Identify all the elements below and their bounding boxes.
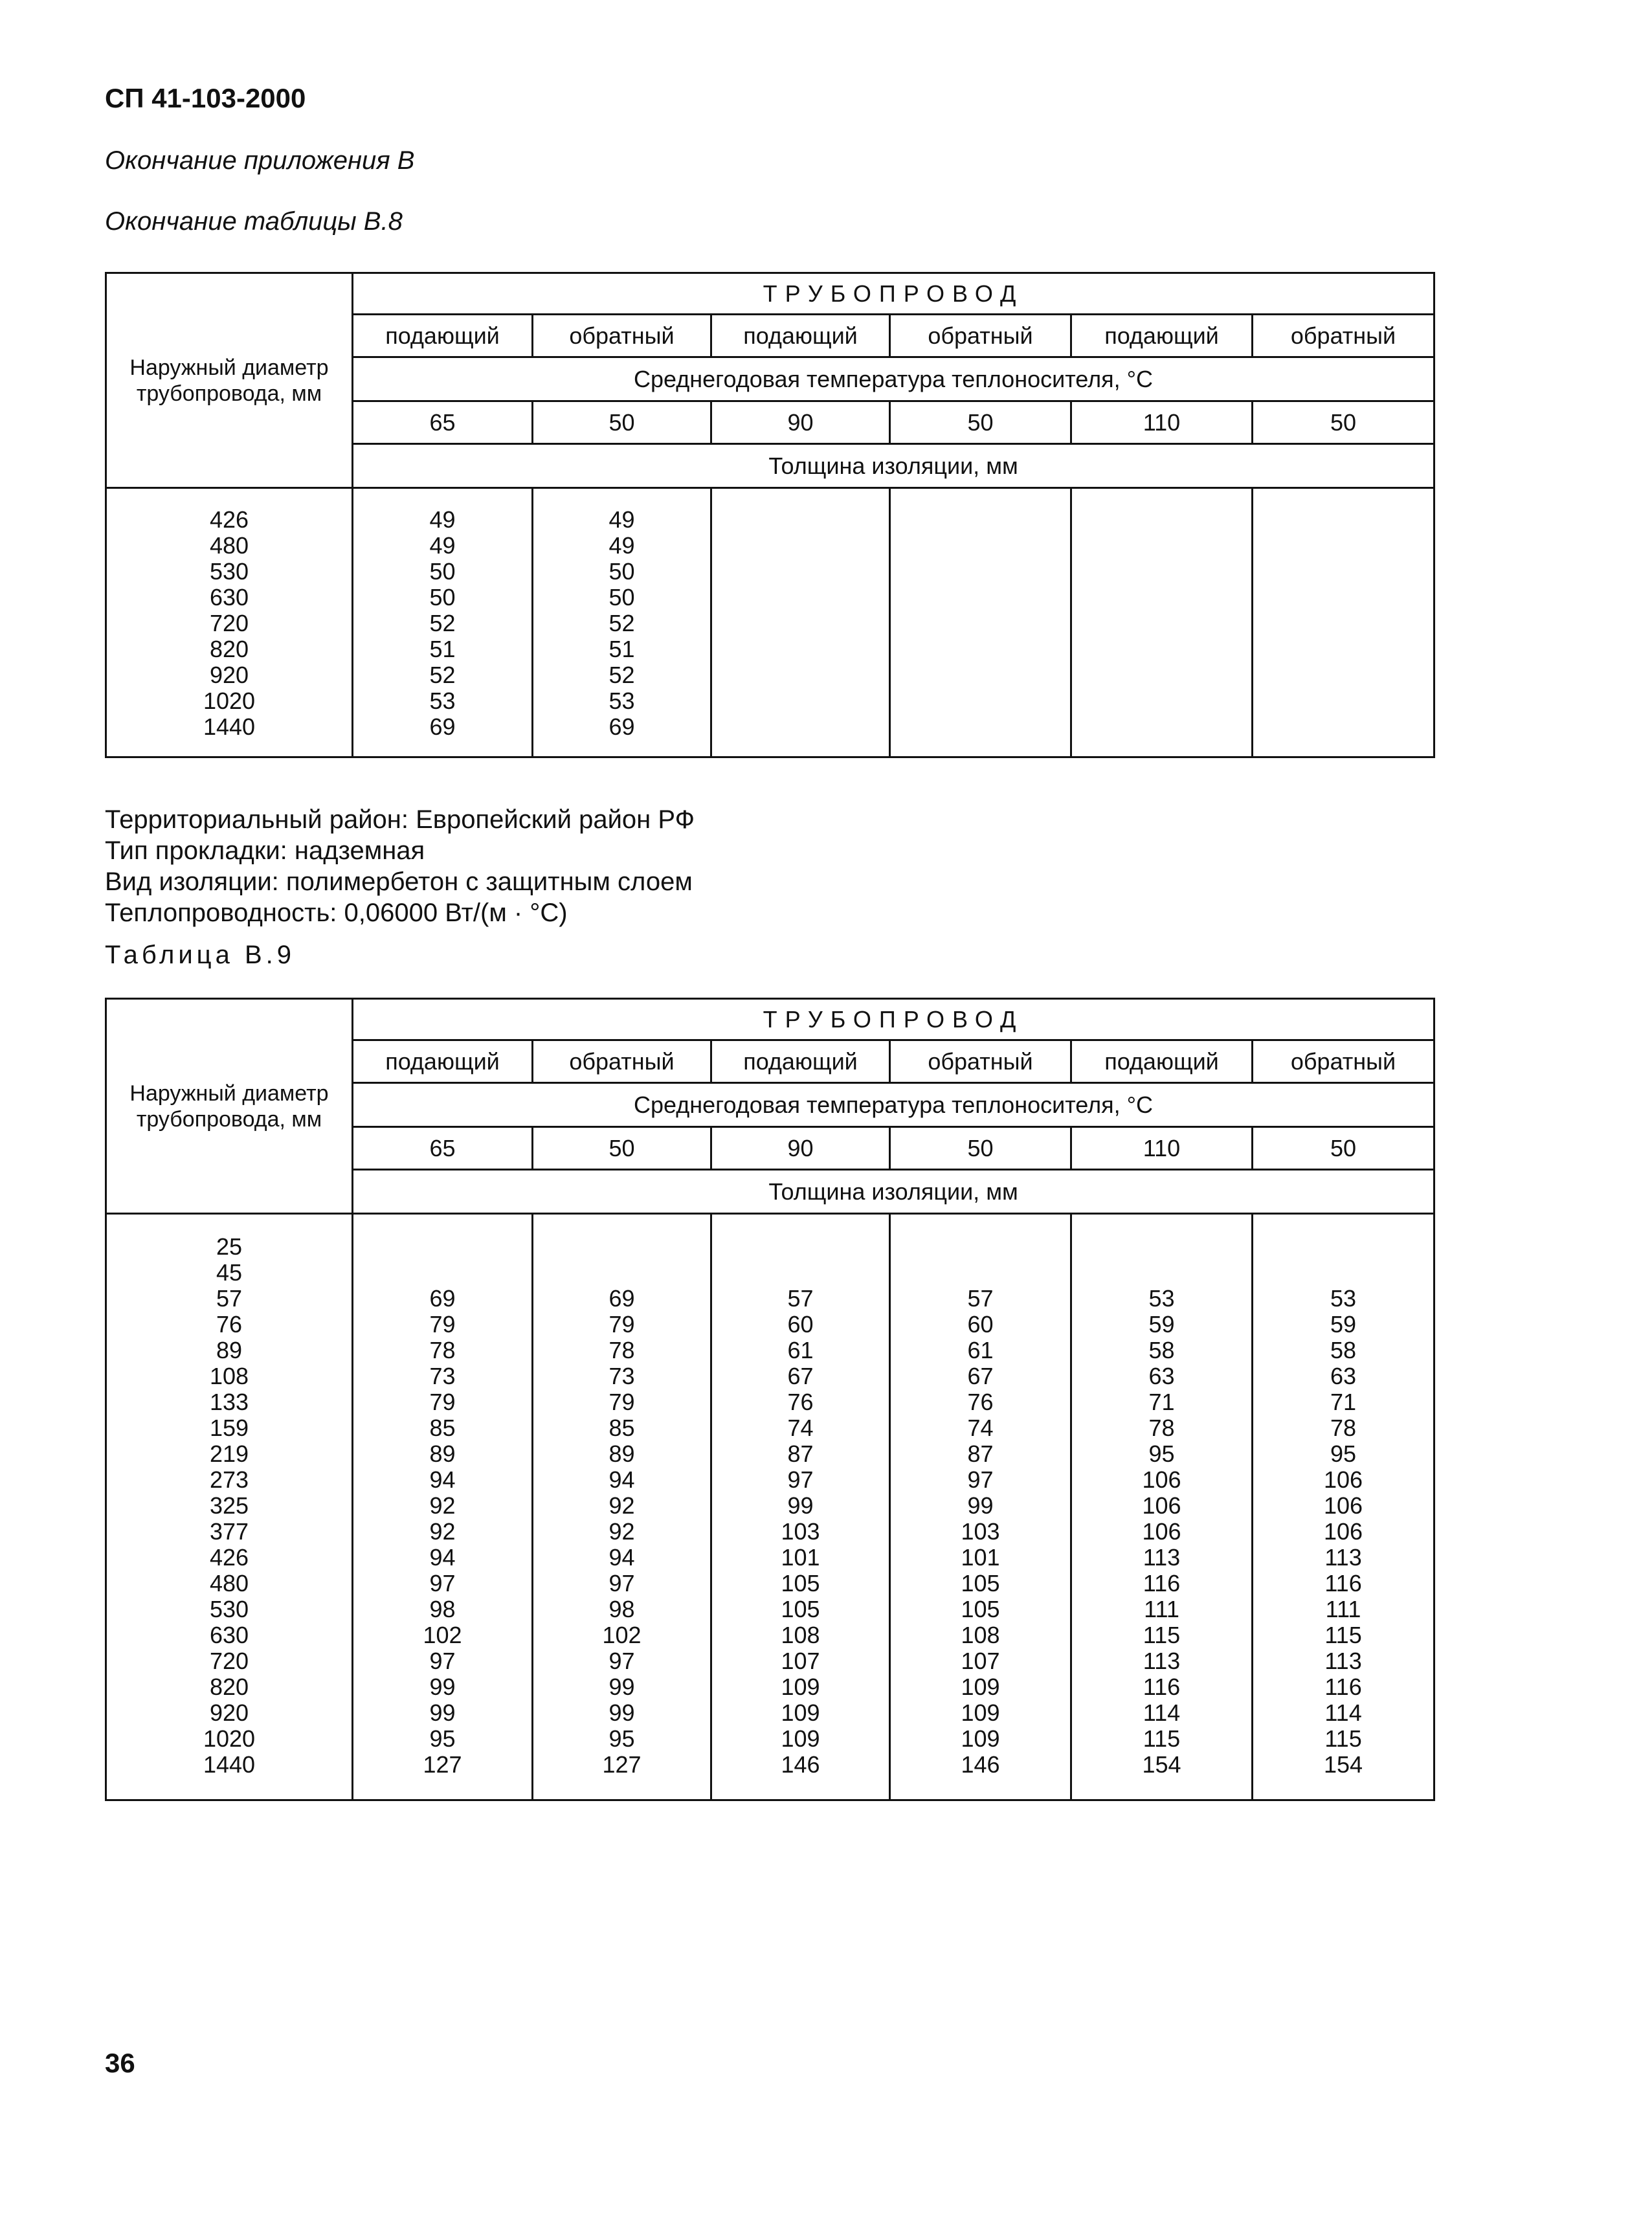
table-cell-value: 109 — [961, 1725, 1000, 1752]
table-cell-value: 113 — [1143, 1544, 1181, 1571]
table-cell-value: 116 — [1324, 1674, 1362, 1700]
table-cell-value — [1253, 1260, 1433, 1286]
table-cell-value: 97 — [608, 1570, 635, 1596]
diameter-list — [107, 489, 352, 740]
diameter-list — [107, 1215, 352, 1778]
table-cell-value: 63 — [1330, 1363, 1357, 1389]
table-cell-value: 630 — [209, 584, 249, 610]
table-cell-value: 97 — [429, 1570, 456, 1596]
table-cell-value: 480 — [209, 1570, 249, 1596]
table-cell-value: 69 — [608, 1285, 635, 1312]
thickness-header: Толщина изоляции, мм — [353, 444, 1434, 488]
temperature-value: 50 — [1253, 401, 1434, 444]
table-cell-value: 820 — [209, 1674, 249, 1700]
table-cell-value: 111 — [1325, 1596, 1361, 1622]
table-cell-value: 92 — [429, 1518, 456, 1545]
table-cell-value: 426 — [209, 506, 249, 533]
temperature-value: 50 — [533, 401, 711, 444]
thickness-list — [891, 1215, 1070, 1778]
table-cell-value: 51 — [429, 636, 456, 662]
table-cell-value — [1072, 1234, 1251, 1260]
table-cell-value: 57 — [967, 1285, 994, 1312]
table-cell-value: 1440 — [203, 1751, 256, 1778]
thickness-column — [353, 1214, 533, 1800]
table-cell-value: 106 — [1142, 1492, 1181, 1519]
table-cell-value: 50 — [429, 558, 456, 585]
table-cell-value: 92 — [608, 1492, 635, 1519]
table-cell-value: 920 — [209, 1699, 249, 1726]
table-cell-value: 106 — [1323, 1466, 1363, 1493]
thickness-list — [1253, 1215, 1433, 1778]
table-cell-value: 53 — [608, 688, 635, 714]
table-cell-value: 219 — [209, 1440, 249, 1467]
table-cell-value: 108 — [209, 1363, 249, 1389]
table-cell-value: 87 — [967, 1440, 994, 1467]
direction-header: подающий — [1071, 315, 1253, 357]
table-cell-value: 69 — [429, 1285, 456, 1312]
table-cell-value: 76 — [787, 1389, 814, 1415]
insulation-line: Вид изоляции: полимербетон с защитным слоем — [105, 868, 693, 896]
table-cell-value: 116 — [1143, 1674, 1181, 1700]
direction-header: обратный — [1253, 1040, 1434, 1083]
table-cell-value: 127 — [602, 1751, 642, 1778]
table-cell-value: 98 — [608, 1596, 635, 1622]
table-cell-value: 99 — [967, 1492, 994, 1519]
table-cell-value — [891, 1260, 1070, 1286]
table-cell-value: 94 — [429, 1466, 456, 1493]
temperature-header: Среднегодовая температура теплоносителя, °С — [353, 1083, 1434, 1127]
table-cell-value — [1072, 1260, 1251, 1286]
table-cell-value: 58 — [1148, 1337, 1175, 1363]
document-code: СП 41-103-2000 — [105, 83, 306, 113]
temperature-value: 50 — [533, 1127, 711, 1170]
thickness-column — [1071, 488, 1253, 757]
info-block — [105, 804, 695, 928]
table-cell-value: 325 — [209, 1492, 249, 1519]
thickness-list — [533, 1215, 710, 1778]
temperature-value: 50 — [890, 401, 1071, 444]
direction-header: подающий — [711, 1040, 890, 1083]
table-cell-value: 57 — [216, 1285, 243, 1312]
direction-header: подающий — [711, 315, 890, 357]
diameter-column — [106, 1214, 353, 1800]
thickness-list — [712, 489, 889, 507]
table-cell-value: 103 — [781, 1518, 820, 1545]
table-cell-value: 107 — [781, 1648, 820, 1674]
direction-header: обратный — [533, 315, 711, 357]
table-cell-value: 59 — [1148, 1311, 1175, 1338]
table-cell-value: 920 — [209, 662, 249, 688]
table-cell-value: 97 — [787, 1466, 814, 1493]
temperature-value: 65 — [353, 1127, 533, 1170]
table-cell-value: 61 — [967, 1337, 994, 1363]
diameter-column — [106, 488, 353, 757]
table-cell-value: 95 — [1148, 1440, 1175, 1467]
table-cell-value: 58 — [1330, 1337, 1357, 1363]
table-cell-value: 60 — [787, 1311, 814, 1338]
table-cell-value: 108 — [961, 1622, 1000, 1648]
table-cell-value: 97 — [429, 1648, 456, 1674]
temperature-header: Среднегодовая температура теплоносителя, °С — [353, 357, 1434, 401]
temperature-value: 50 — [890, 1127, 1071, 1170]
table-cell-value: 113 — [1143, 1648, 1181, 1674]
table-cell-value: 49 — [608, 532, 635, 559]
table-cell-value: 71 — [1330, 1389, 1357, 1415]
table-cell-value: 133 — [209, 1389, 249, 1415]
table-cell-value: 73 — [429, 1363, 456, 1389]
table-cell-value: 630 — [209, 1622, 249, 1648]
table-cell-value: 1440 — [203, 713, 256, 740]
table-cell-value — [891, 1234, 1070, 1260]
table-cell-value: 52 — [429, 662, 456, 688]
table-cell-value: 78 — [1330, 1415, 1357, 1441]
table-cell-value: 89 — [608, 1440, 635, 1467]
temperature-value: 90 — [711, 1127, 890, 1170]
thickness-column — [711, 488, 890, 757]
table-cell-value: 530 — [209, 558, 249, 585]
table-cell-value: 89 — [216, 1337, 243, 1363]
table-b9 — [105, 998, 1435, 1801]
table-cell-value: 89 — [429, 1440, 456, 1467]
table-cell-value: 74 — [787, 1415, 814, 1441]
table-cell-value: 69 — [608, 713, 635, 740]
table-cell-value: 78 — [429, 1337, 456, 1363]
table-cell-value: 97 — [967, 1466, 994, 1493]
table-cell-value: 79 — [608, 1311, 635, 1338]
diameter-header: Наружный диаметр трубопровода, мм — [106, 273, 353, 488]
table-cell-value: 101 — [781, 1544, 820, 1571]
table-cell-value: 106 — [1323, 1518, 1363, 1545]
table-cell-value — [1253, 1234, 1433, 1260]
table-cell-value: 480 — [209, 532, 249, 559]
table-cell-value — [712, 1234, 889, 1260]
table-cell-value: 99 — [429, 1699, 456, 1726]
table-cell-value: 98 — [429, 1596, 456, 1622]
table-cell-value: 101 — [961, 1544, 1000, 1571]
diameter-header: Наружный диаметр трубопровода, мм — [106, 999, 353, 1214]
thickness-column — [890, 1214, 1071, 1800]
table-cell-value: 106 — [1142, 1518, 1181, 1545]
table-continuation: Окончание таблицы В.8 — [105, 207, 403, 236]
table-cell-value: 99 — [787, 1492, 814, 1519]
table-cell-value: 108 — [781, 1622, 820, 1648]
table-cell-value: 50 — [608, 584, 635, 610]
table-cell-value: 115 — [1324, 1725, 1362, 1752]
table-b9-label: Таблица В.9 — [105, 941, 295, 969]
table-cell-value: 109 — [961, 1699, 1000, 1726]
table-cell-value: 92 — [429, 1492, 456, 1519]
region-line: Территориальный район: Европейский район РФ — [105, 805, 695, 834]
thickness-column — [353, 488, 533, 757]
table-cell-value: 113 — [1324, 1544, 1362, 1571]
table-cell-value: 87 — [787, 1440, 814, 1467]
direction-header: обратный — [533, 1040, 711, 1083]
table-cell-value: 78 — [1148, 1415, 1175, 1441]
table-cell-value: 78 — [608, 1337, 635, 1363]
table-cell-value: 105 — [781, 1596, 820, 1622]
table-cell-value: 85 — [429, 1415, 456, 1441]
table-cell-value: 50 — [429, 584, 456, 610]
table-cell-value: 50 — [608, 558, 635, 585]
table-cell-value: 97 — [608, 1648, 635, 1674]
table-cell-value: 49 — [429, 532, 456, 559]
appendix-continuation: Окончание приложения В — [105, 146, 415, 175]
table-cell-value: 94 — [429, 1544, 456, 1571]
table-cell-value: 67 — [967, 1363, 994, 1389]
table-cell-value: 106 — [1323, 1492, 1363, 1519]
table-cell-value: 820 — [209, 636, 249, 662]
table-cell-value: 61 — [787, 1337, 814, 1363]
table-cell-value: 79 — [429, 1311, 456, 1338]
thickness-column — [1253, 488, 1434, 757]
table-cell-value: 67 — [787, 1363, 814, 1389]
table-cell-value: 154 — [1323, 1751, 1363, 1778]
table-cell-value: 113 — [1324, 1648, 1362, 1674]
page-number: 36 — [105, 2048, 135, 2078]
table-cell-value: 95 — [429, 1725, 456, 1752]
table-cell-value: 426 — [209, 1544, 249, 1571]
thickness-list — [1253, 489, 1433, 507]
table-cell-value: 159 — [209, 1415, 249, 1441]
thickness-column — [890, 488, 1071, 757]
table-cell-value: 76 — [967, 1389, 994, 1415]
thickness-column — [1253, 1214, 1434, 1800]
table-cell-value: 49 — [429, 506, 456, 533]
table-cell-value — [353, 1234, 531, 1260]
table-cell-value: 106 — [1142, 1466, 1181, 1493]
temperature-value: 90 — [711, 401, 890, 444]
table-cell-value: 92 — [608, 1518, 635, 1545]
table-cell-value: 79 — [429, 1389, 456, 1415]
table-cell-value: 146 — [781, 1751, 820, 1778]
direction-header: подающий — [353, 1040, 533, 1083]
thickness-column — [711, 1214, 890, 1800]
table-b8 — [105, 272, 1435, 758]
table-cell-value: 273 — [209, 1466, 249, 1493]
pipeline-header: ТРУБОПРОВОД — [353, 999, 1434, 1040]
table-cell-value: 146 — [961, 1751, 1000, 1778]
table-cell-value: 530 — [209, 1596, 249, 1622]
table-cell-value: 63 — [1148, 1363, 1175, 1389]
table-cell-value: 52 — [608, 662, 635, 688]
table-cell-value — [712, 1260, 889, 1286]
table-cell-value: 109 — [961, 1674, 1000, 1700]
thickness-list — [712, 1215, 889, 1778]
thickness-list — [533, 489, 710, 740]
table-cell-value: 127 — [423, 1751, 462, 1778]
table-cell-value: 720 — [209, 610, 249, 636]
table-cell-value: 25 — [216, 1233, 243, 1260]
direction-header: обратный — [1253, 315, 1434, 357]
table-cell-value — [533, 1234, 710, 1260]
table-cell-value: 49 — [608, 506, 635, 533]
table-cell-value: 111 — [1144, 1596, 1179, 1622]
table-cell-value: 99 — [429, 1674, 456, 1700]
table-cell-value: 94 — [608, 1544, 635, 1571]
laying-line: Тип прокладки: надземная — [105, 836, 425, 865]
table-cell-value: 94 — [608, 1466, 635, 1493]
direction-header: обратный — [890, 1040, 1071, 1083]
table-cell-value: 95 — [608, 1725, 635, 1752]
table-cell-value: 99 — [608, 1674, 635, 1700]
table-cell-value — [533, 1260, 710, 1286]
table-cell-value: 95 — [1330, 1440, 1357, 1467]
table-cell-value: 45 — [216, 1259, 243, 1286]
table-cell-value: 99 — [608, 1699, 635, 1726]
table-cell-value: 73 — [608, 1363, 635, 1389]
table-cell-value: 59 — [1330, 1311, 1357, 1338]
direction-header: подающий — [353, 315, 533, 357]
table-cell-value: 109 — [781, 1674, 820, 1700]
thickness-list — [1072, 489, 1251, 507]
table-cell-value: 105 — [961, 1596, 1000, 1622]
thickness-column — [533, 488, 711, 757]
table-cell-value: 85 — [608, 1415, 635, 1441]
thickness-list — [891, 489, 1070, 507]
table-cell-value: 52 — [608, 610, 635, 636]
thickness-column — [533, 1214, 711, 1800]
table-cell-value: 53 — [1330, 1285, 1357, 1312]
table-cell-value: 114 — [1324, 1699, 1362, 1726]
table-cell-value: 720 — [209, 1648, 249, 1674]
thickness-list — [353, 489, 531, 740]
thickness-column — [1071, 1214, 1253, 1800]
table-cell-value: 102 — [602, 1622, 642, 1648]
table-cell-value: 1020 — [203, 688, 256, 714]
table-cell-value: 105 — [961, 1570, 1000, 1596]
table-cell-value: 53 — [429, 688, 456, 714]
table-cell-value: 114 — [1143, 1699, 1181, 1726]
table-cell-value: 51 — [608, 636, 635, 662]
table-cell-value: 115 — [1143, 1622, 1181, 1648]
table-cell-value: 57 — [787, 1285, 814, 1312]
table-cell-value: 103 — [961, 1518, 1000, 1545]
table-cell-value: 116 — [1324, 1570, 1362, 1596]
temperature-value: 50 — [1253, 1127, 1434, 1170]
table-cell-value: 115 — [1143, 1725, 1181, 1752]
table-cell-value: 377 — [209, 1518, 249, 1545]
thickness-list — [1072, 1215, 1251, 1778]
conductivity-line: Теплопроводность: 0,06000 Вт/(м · °С) — [105, 899, 568, 927]
table-cell-value: 109 — [781, 1725, 820, 1752]
table-cell-value: 60 — [967, 1311, 994, 1338]
temperature-value: 65 — [353, 401, 533, 444]
table-cell-value: 154 — [1142, 1751, 1181, 1778]
table-cell-value — [353, 1260, 531, 1286]
direction-header: подающий — [1071, 1040, 1253, 1083]
pipeline-header: ТРУБОПРОВОД — [353, 273, 1434, 315]
table-cell-value: 116 — [1143, 1570, 1181, 1596]
table-cell-value: 69 — [429, 713, 456, 740]
temperature-value: 110 — [1071, 401, 1253, 444]
table-cell-value: 71 — [1148, 1389, 1175, 1415]
thickness-list — [353, 1215, 531, 1778]
table-cell-value: 109 — [781, 1699, 820, 1726]
table-cell-value: 52 — [429, 610, 456, 636]
table-cell-value: 102 — [423, 1622, 462, 1648]
table-cell-value: 79 — [608, 1389, 635, 1415]
table-cell-value: 107 — [961, 1648, 1000, 1674]
direction-header: обратный — [890, 315, 1071, 357]
table-cell-value: 76 — [216, 1311, 243, 1338]
table-cell-value: 1020 — [203, 1725, 256, 1752]
table-cell-value: 53 — [1148, 1285, 1175, 1312]
table-cell-value: 105 — [781, 1570, 820, 1596]
thickness-header: Толщина изоляции, мм — [353, 1170, 1434, 1214]
temperature-value: 110 — [1071, 1127, 1253, 1170]
table-cell-value: 115 — [1324, 1622, 1362, 1648]
table-cell-value: 74 — [967, 1415, 994, 1441]
